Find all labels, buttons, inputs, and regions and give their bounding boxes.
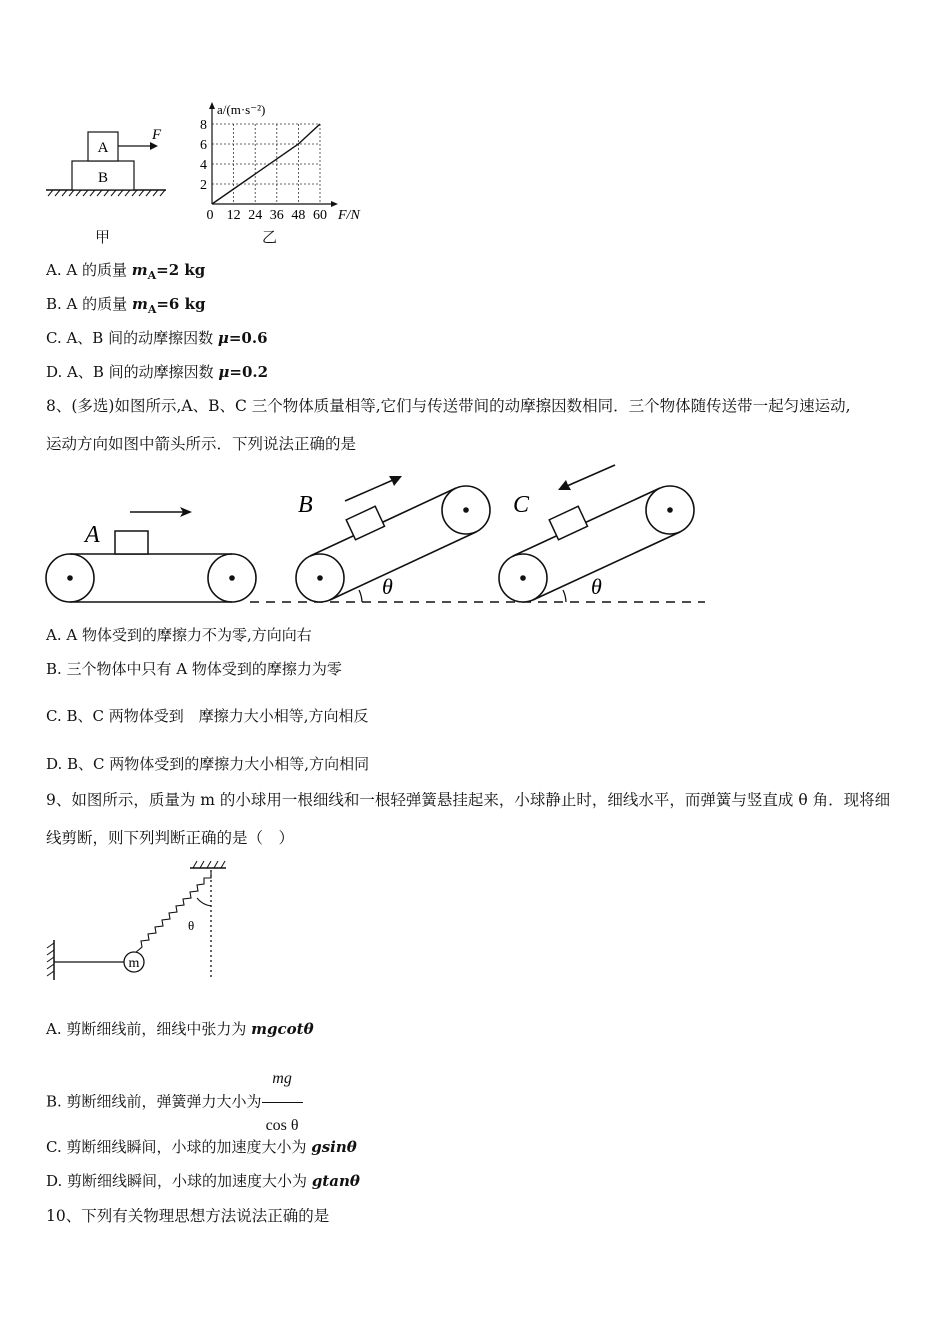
block-figure [40, 118, 180, 198]
y-tick-label: 8 [200, 118, 207, 133]
caption-yi: 乙 [262, 228, 278, 246]
q9-option-c: C. 剪断细线瞬间，小球的加速度大小为 gsinθ [46, 1138, 357, 1156]
spring [135, 870, 211, 953]
label-c: C [513, 492, 530, 518]
x-tick-label: 24 [248, 208, 263, 223]
x-axis-label: F/N [338, 208, 360, 223]
y-axis-arrow-icon [209, 102, 215, 109]
conveyor-figure [40, 460, 720, 610]
q10-stem: 10、下列有关物理思想方法说法正确的是 [46, 1207, 330, 1225]
theta-label-c: θ [591, 574, 602, 599]
x-axis-arrow-icon [331, 201, 338, 207]
q7-option-a: A. A 的质量 $m_A=2$ kg [46, 261, 206, 282]
q8-option-d: D. B、C 两物体受到的摩擦力大小相等,方向相同 [46, 755, 370, 773]
mg-over-cos-fraction: $\frac{mg}{\text{cos θ}}$ [262, 1056, 303, 1149]
q8-option-a: A. A 物体受到的摩擦力不为零,方向向右 [46, 626, 312, 644]
q9-option-d: D. 剪断细线瞬间，小球的加速度大小为 gtanθ [46, 1172, 360, 1190]
force-label: F [152, 127, 162, 143]
q7-option-d: D. A、B 间的动摩擦因数 μ=0.2 [46, 363, 269, 381]
q9-stem-line1: 9、如图所示，质量为 m 的小球用一根细线和一根轻弹簧悬挂起来，小球静止时，细线水平，而弹簧与竖直成 θ 角．现将细 [46, 791, 891, 809]
force-arrow-icon [150, 142, 158, 150]
a-f-chart [192, 100, 372, 225]
label-b: B [298, 492, 313, 518]
q8-stem-line1: 8、(多选)如图所示,A、B、C 三个物体质量相等,它们与传送带间的动摩擦因数相同．三个物体随传送带一起匀速运动, [46, 397, 851, 415]
y-tick-label: 6 [200, 138, 207, 153]
q9-stem-line2: 线剪断，则下列判断正确的是（ ） [46, 829, 295, 847]
x-tick-label: 36 [269, 208, 284, 223]
y-axis-label: a/(m·s⁻²) [217, 102, 266, 117]
origin-label: 0 [206, 208, 214, 223]
block-b-label: B [97, 170, 109, 186]
ball-label: m [128, 956, 140, 971]
x-tick-label: 60 [313, 208, 327, 223]
x-tick-label: 48 [291, 208, 306, 223]
spring-figure [40, 858, 240, 983]
object-c [549, 506, 587, 539]
object-a [115, 531, 148, 554]
q8-option-c: C. B、C 两物体受到 摩擦力大小相等,方向相反 [46, 707, 369, 725]
object-b [346, 506, 384, 539]
q8-option-b: B. 三个物体中只有 A 物体受到的摩擦力为零 [46, 660, 342, 678]
y-tick-label: 4 [200, 158, 207, 173]
label-a: A [85, 522, 100, 548]
theta-label-b: θ [382, 574, 393, 599]
q9-option-b: B. 剪断细线前，弹簧弹力大小为 $\frac{mg}{\text{cos θ}}$ [46, 1056, 303, 1149]
y-tick-label: 2 [200, 178, 207, 193]
caption-jia: 甲 [95, 228, 111, 246]
x-tick-label: 12 [226, 208, 241, 223]
block-a-label: A [97, 140, 109, 156]
q7-option-b: B. A 的质量 $m_A=6$ kg [46, 295, 206, 316]
q9-option-a: A. 剪断细线前，细线中张力为 mgcotθ [46, 1020, 314, 1038]
q7-option-c: C. A、B 间的动摩擦因数 μ=0.6 [46, 329, 268, 347]
theta-label: θ [188, 918, 195, 933]
q8-stem-line2: 运动方向如图中箭头所示．下列说法正确的是 [46, 435, 357, 453]
